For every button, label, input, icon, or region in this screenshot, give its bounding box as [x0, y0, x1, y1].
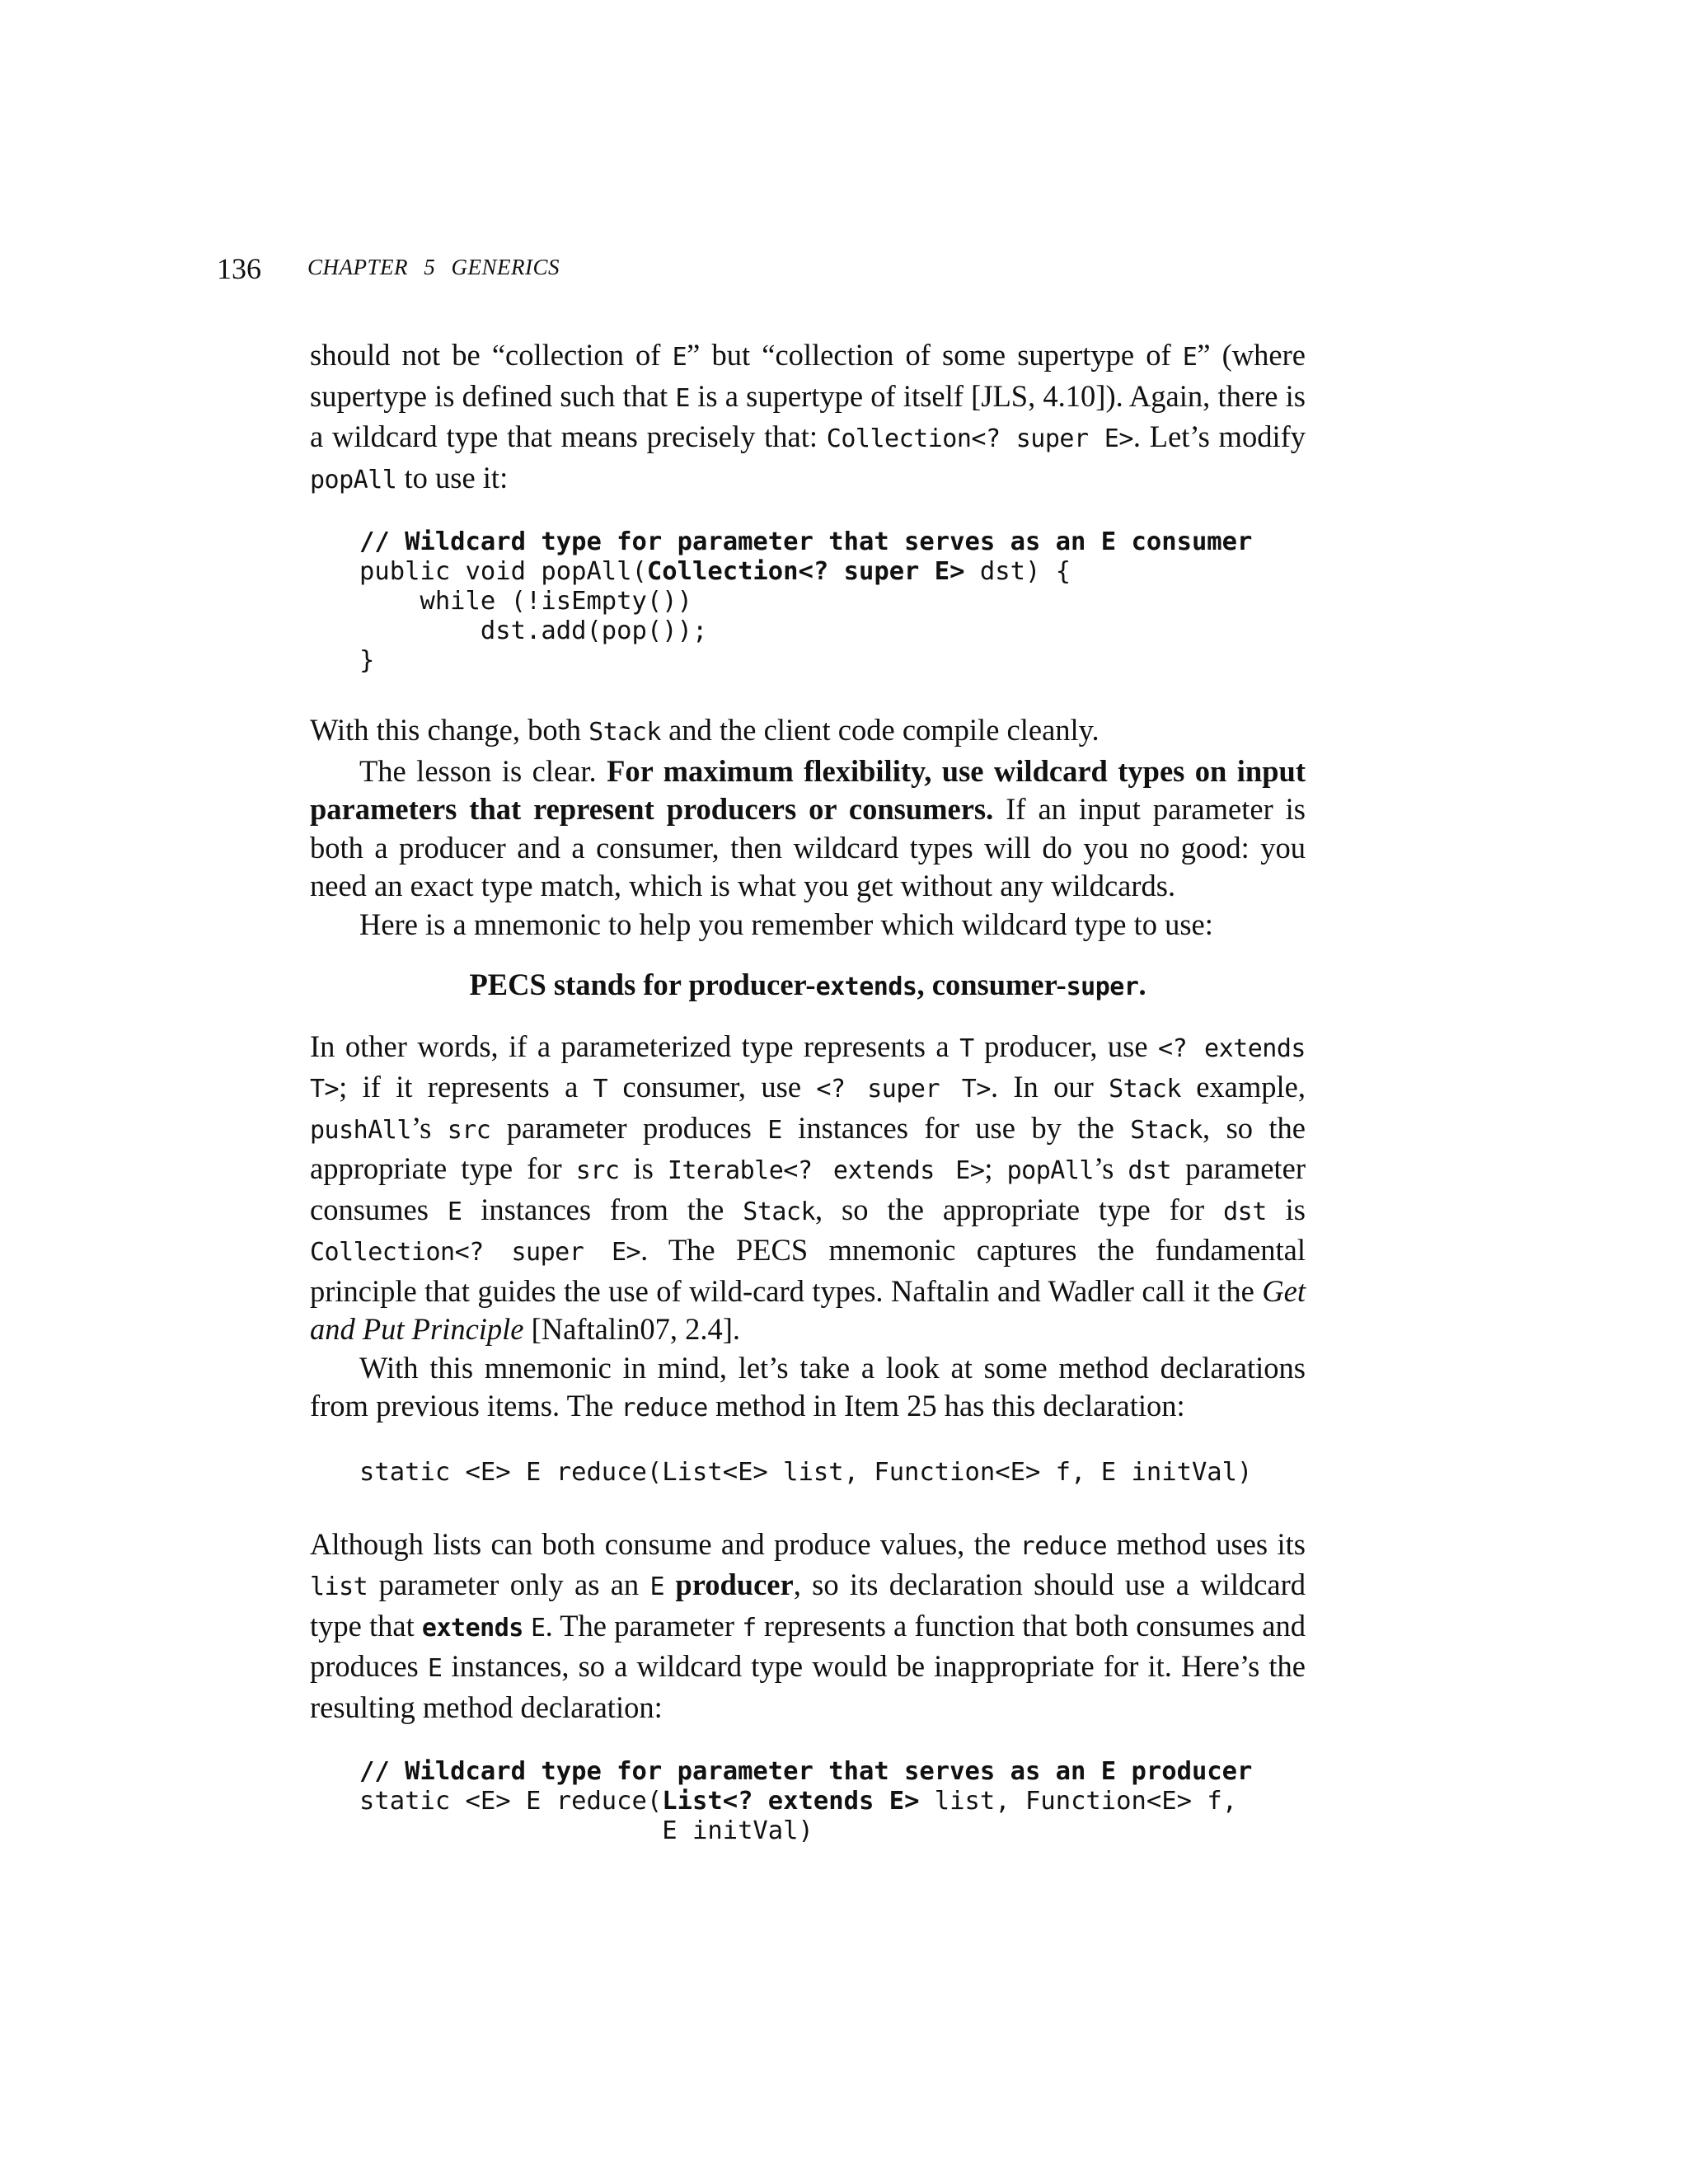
paragraph-1: should not be “collection of E” but “collection of some supertype of E” (where supertype is defined such that E is a supertype of itself [JLS, 4.10]). Again, there is a wildcard type that means precisely that: Collection<? super E>. Let’s modify popAll to use it: [310, 338, 1306, 494]
code-comment: // Wildcard type for parameter that serves as an E consumer [359, 527, 1253, 556]
paragraph-5: In other words, if a parameterized type represents a T producer, use <? extends T>; if it represents a T consumer, use <? super T>. In our Stack example, pushAll’s src parameter produces E instances for use by the Stack, so the appropriate type for src is Iterable<? extends E>; popAll’s dst parameter consumes E instances from the Stack, so the appropriate type for dst is Collection<? super E>. The PECS mnemonic captures the fundamental principle that guides the use of wild-card types. Naftalin and Wadler call it the Get and Put Principle [Naftalin07, 2.4]. [310, 1029, 1306, 1346]
paragraph-4: Here is a mnemonic to help you remember which wildcard type to use: [359, 907, 1213, 941]
page-body [310, 336, 1306, 1846]
paragraph-2: With this change, both Stack and the client code compile cleanly. [310, 713, 1100, 747]
code-block-reduce: static <E> E reduce(List<E> list, Function<E> f, E initVal) [359, 1457, 1253, 1487]
paragraph-6: With this mnemonic in mind, let’s take a look at some method declarations from previous items. The reduce method in Item 25 has this declaration: [310, 1350, 1306, 1422]
page-number: 136 [217, 252, 261, 285]
running-head: CHAPTER 5 GENERICS [307, 255, 560, 279]
paragraph-7: Although lists can both consume and produce values, the reduce method uses its list parameter only as an E producer, so its declaration should use a wildcard type that extends E. The parameter f represents a function that both consumes and produces E instances, so a wildcard type would be inappropriate for it. Here’s the resulting method declaration: [310, 1526, 1306, 1724]
code-comment: // Wildcard type for parameter that serves as an E producer [359, 1757, 1253, 1786]
emphasis-rule: For maximum flexibility, use wildcard types on input parameters that represent producers or consumers. [310, 753, 1306, 826]
code-block-reduce-wildcard: // Wildcard type for parameter that serves as an E producer static <E> E reduce(List<? extends E> list, Function<E> f, E initVal) [359, 1757, 1253, 1845]
paragraph-3: The lesson is clear. For maximum flexibility, use wildcard types on input parameters that represent producers or consumers. If an input parameter is both a producer and a consumer, then wildcard types will do you no good: you need an exact type match, which is what you get without any wildcards. [310, 753, 1306, 902]
principle-name: Get and Put Principle [310, 1273, 1306, 1346]
pecs-rule: PECS stands for producer-extends, consumer-super. [469, 968, 1146, 1001]
code-block-popall: // Wildcard type for parameter that serves as an E consumer public void popAll(Collection<? super E> dst) { while (!isEmpty()) dst.add(pop()); } [359, 527, 1253, 675]
